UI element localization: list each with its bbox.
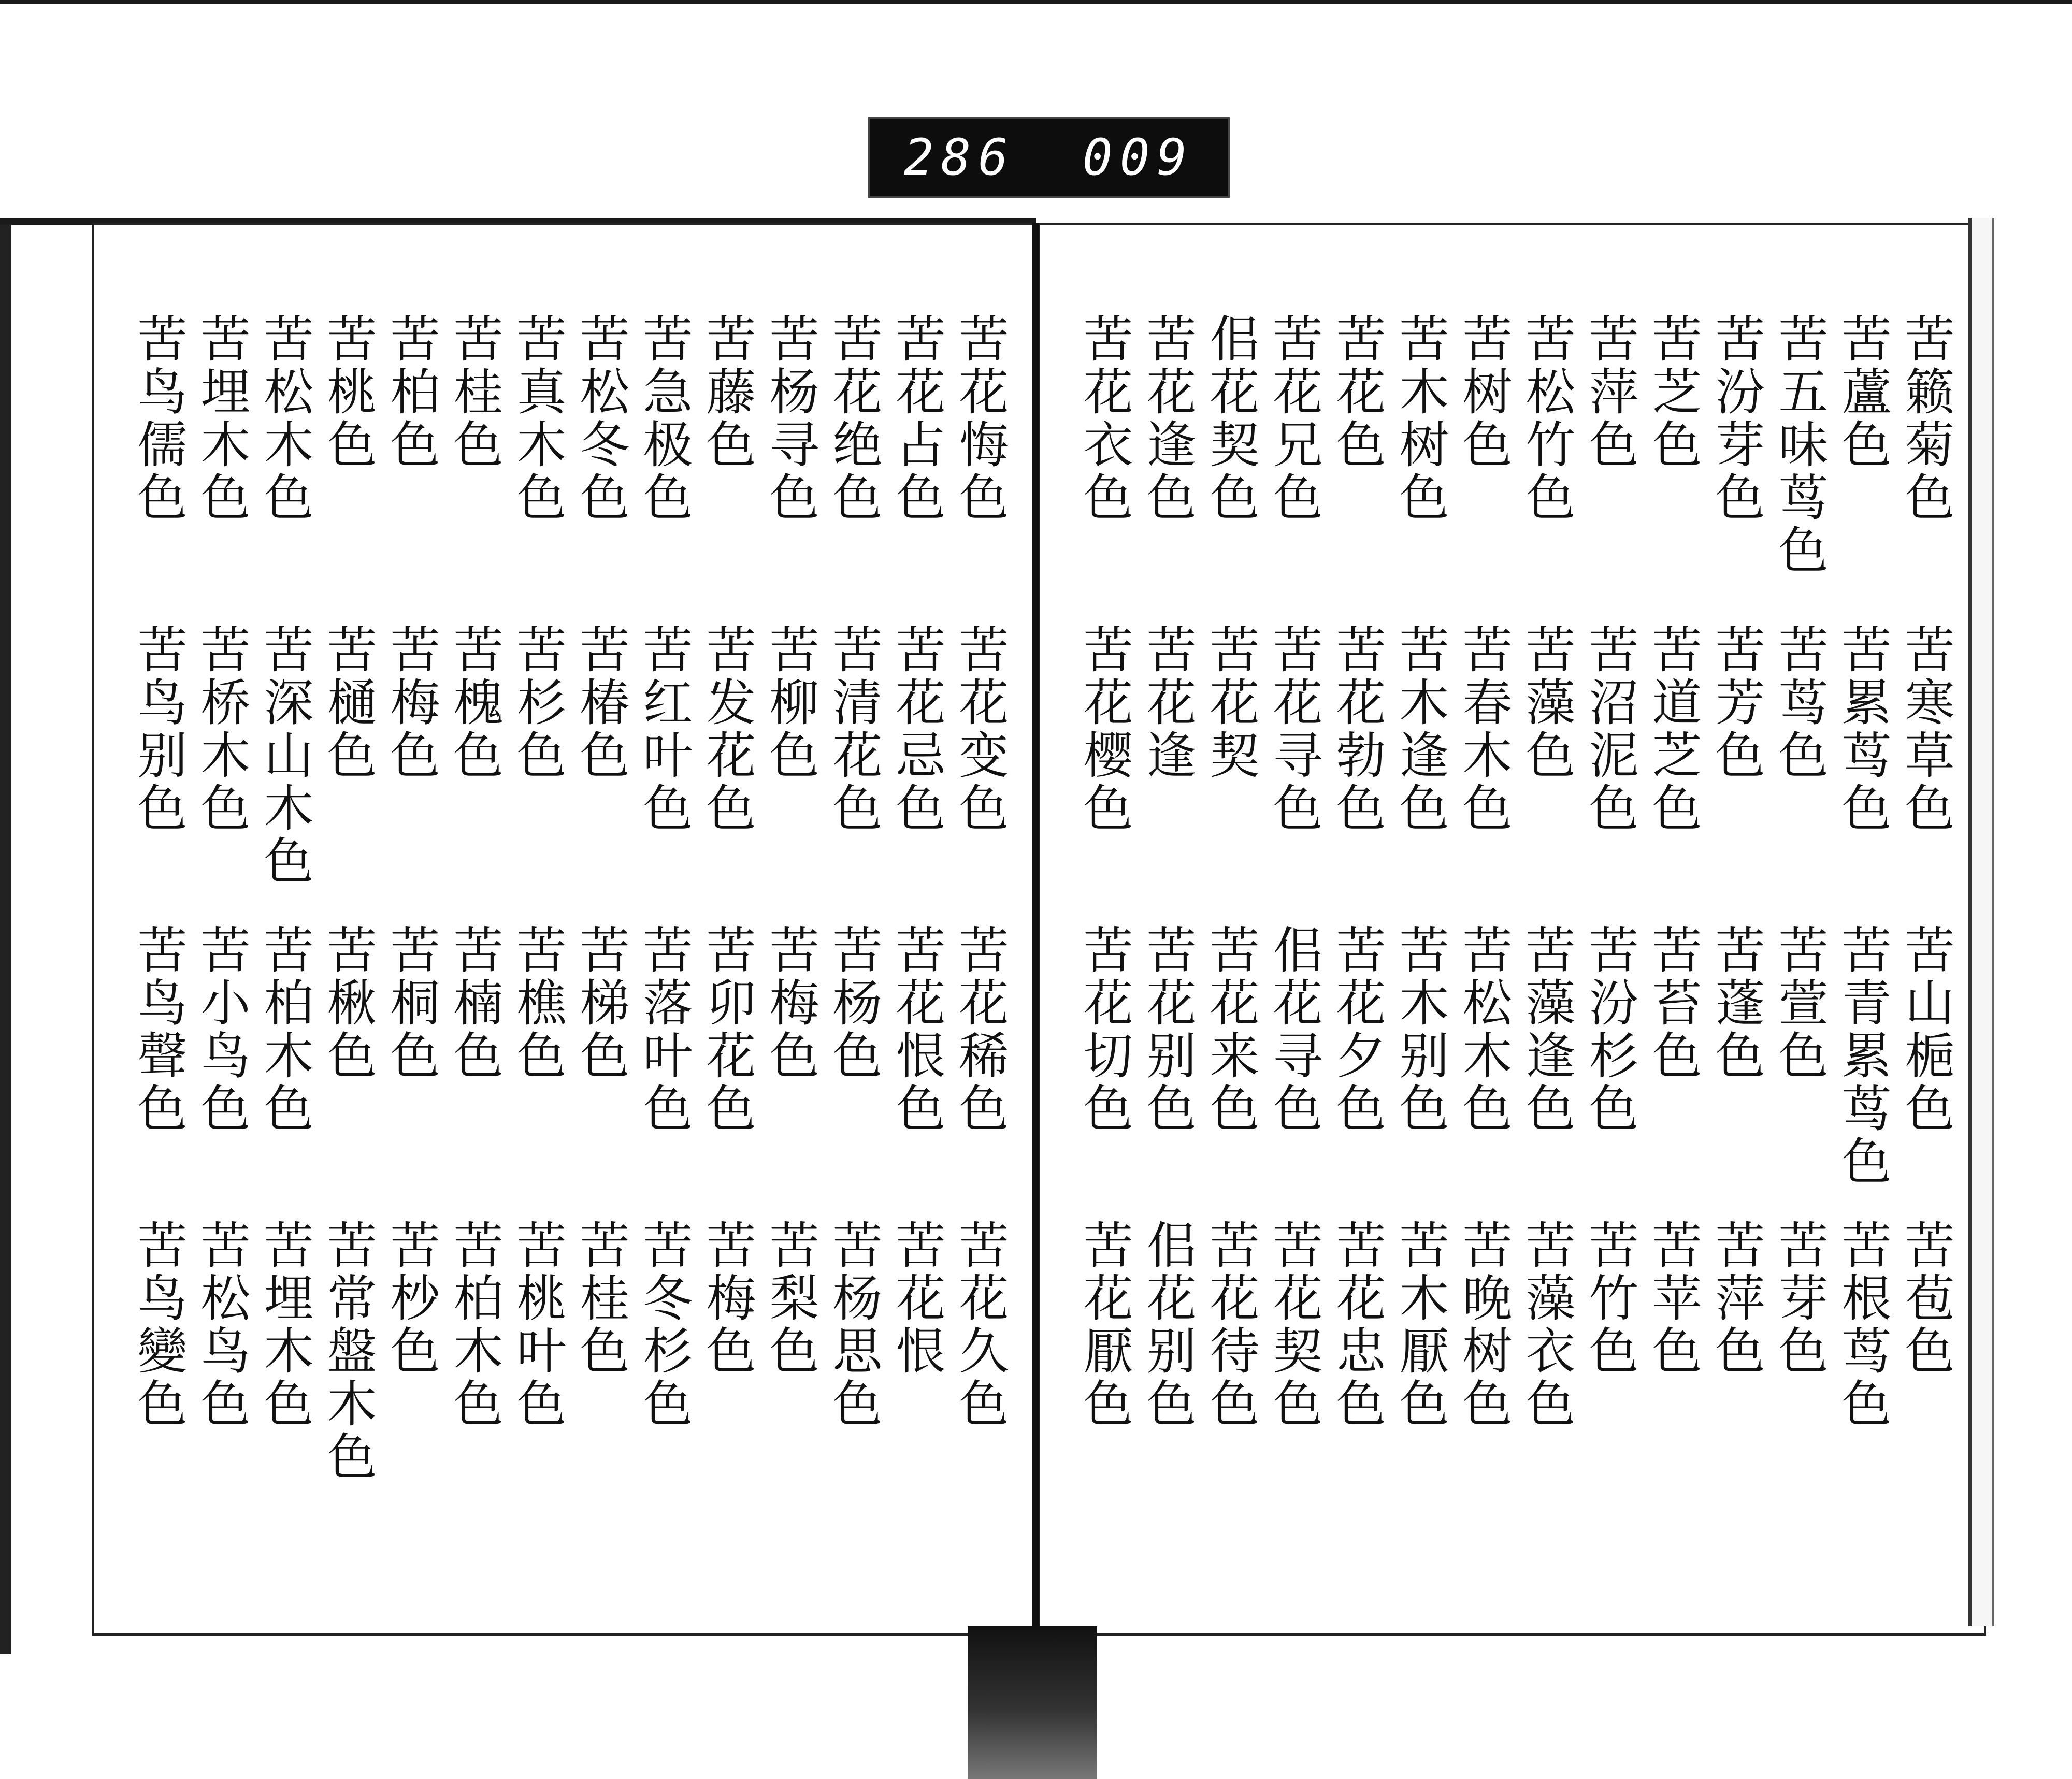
entry-column: 苦梨色 [761,1219,819,1378]
entry-column: 苦鸟儒色 [130,313,188,524]
left-page [92,223,1040,1636]
entry-column: 苦樵色 [509,924,567,1082]
entry-column: 苦萍色 [1581,313,1639,471]
entry-column: 苦鸟變色 [130,1219,188,1430]
entry-column: 苦清花色 [825,624,883,835]
entry-column: 苦花恨 [888,1219,946,1378]
entry-column: 苦埋木色 [256,1219,314,1430]
entry-column: 苦花衣色 [1075,313,1133,524]
entry-column: 苦杨色 [825,924,883,1082]
entry-column: 苦急极色 [635,313,693,524]
entry-column: 苦花勃色 [1328,624,1386,835]
entry-column: 苦鸟聲色 [130,924,188,1135]
entry-column: 苦杉色 [509,624,567,782]
entry-column: 苦柏木色 [445,1219,503,1430]
entry-column: 苦埋木色 [193,313,251,524]
entry-column: 苦鸟别色 [130,624,188,835]
entry-column: 苦花忌色 [888,624,946,835]
entry-column: 苦花寻色 [1265,624,1323,835]
entry-column: 佀花别色 [1139,1219,1197,1430]
entry-column: 苦花厭色 [1075,1219,1133,1430]
left-edge [0,225,11,1654]
entry-column: 苦花契 [1202,624,1260,782]
entry-column: 苦花绝色 [825,313,883,524]
entry-column: 苦根茑色 [1834,1219,1892,1430]
entry-column: 苦花色 [1328,313,1386,471]
entry-column: 苦小鸟色 [193,924,251,1135]
entry-column: 苦藻衣色 [1518,1219,1576,1430]
entry-column: 苦芳色 [1707,624,1765,782]
right-page [1039,223,1986,1636]
entry-column: 苦青累茑色 [1834,924,1892,1188]
film-label [868,117,1230,198]
entry-column: 苦花樱色 [1075,624,1133,835]
entry-column: 佀花寻色 [1265,924,1323,1135]
entry-column: 苦真木色 [509,313,567,524]
entry-column: 苦累茑色 [1834,624,1892,835]
entry-column: 苦槐色 [445,624,503,782]
entry-column: 苦茑色 [1771,624,1829,782]
top-rule [0,0,2072,4]
entry-column: 苦藤色 [698,313,756,471]
entry-column: 苦木厭色 [1391,1219,1449,1430]
entry-column: 苦汾杉色 [1581,924,1639,1135]
entry-column: 苦深山木色 [256,624,314,888]
entry-column: 苦花恨色 [888,924,946,1135]
entry-column: 苦红叶色 [635,624,693,835]
entry-column: 苦松鸟色 [193,1219,251,1430]
entry-column: 苦木树色 [1391,313,1449,524]
entry-column: 苦沼泥色 [1581,624,1639,835]
entry-column: 苦籁菊色 [1897,313,1955,524]
entry-column: 苦楠色 [445,924,503,1082]
entry-column: 苦冬杉色 [635,1219,693,1430]
entry-column: 苦花悔色 [951,313,1009,524]
entry-column: 苦花逢 [1139,624,1197,782]
entry-column: 苦花占色 [888,313,946,524]
entry-column: 苦常盤木色 [319,1219,377,1483]
entry-column: 苦楸色 [319,924,377,1082]
entry-column: 苦花久色 [951,1219,1009,1430]
entry-column: 苦木别色 [1391,924,1449,1135]
entry-column: 佀花契色 [1202,313,1260,524]
entry-column: 苦道芝色 [1644,624,1702,835]
entry-column: 苦发花色 [698,624,756,835]
entry-column: 苦五味茑色 [1771,313,1829,577]
entry-column: 苦桐色 [382,924,440,1082]
entry-column: 苦花忠色 [1328,1219,1386,1430]
entry-column: 苦春木色 [1455,624,1513,835]
entry-column: 苦花稀色 [951,924,1009,1135]
entry-column: 苦木逢色 [1391,624,1449,835]
entry-column: 苦杪色 [382,1219,440,1378]
entry-column: 苦柏木色 [256,924,314,1135]
entry-column: 苦落叶色 [635,924,693,1135]
entry-column: 苦芝色 [1644,313,1702,471]
entry-column: 苦花夕色 [1328,924,1386,1135]
entry-column: 苦桂色 [572,1219,630,1378]
entry-column: 苦蓬色 [1707,924,1765,1082]
entry-column: 苦蘆色 [1834,313,1892,471]
entry-column: 苦桂色 [445,313,503,471]
entry-column: 苦寒草色 [1897,624,1955,835]
entry-column: 苦晚树色 [1455,1219,1513,1430]
entry-column: 苦柳色 [761,624,819,782]
entry-column: 苦樋色 [319,624,377,782]
entry-column: 苦花来色 [1202,924,1260,1135]
entry-column: 苦竹色 [1581,1219,1639,1378]
entry-column: 苦杨寻色 [761,313,819,524]
entry-column: 苦汾芽色 [1707,313,1765,524]
entry-column: 苦芽色 [1771,1219,1829,1378]
entry-column: 苦苞色 [1897,1219,1955,1378]
entry-column: 苦花逢色 [1139,313,1197,524]
entry-column: 苦花待色 [1202,1219,1260,1430]
entry-column: 苦花切色 [1075,924,1133,1135]
entry-column: 苦山梔色 [1897,924,1955,1135]
entry-column: 苦苔色 [1644,924,1702,1082]
entry-column: 苦梅色 [698,1219,756,1378]
entry-column: 苦花变色 [951,624,1009,835]
film-reel-number: 286 [903,128,1016,186]
entry-column: 苦藻色 [1518,624,1576,782]
entry-column: 苦松冬色 [572,313,630,524]
entry-column: 苦桃色 [319,313,377,471]
entry-column: 苦花契色 [1265,1219,1323,1430]
entry-column: 苦柏色 [382,313,440,471]
entry-column: 苦花别色 [1139,924,1197,1135]
entry-column: 苦梅色 [761,924,819,1082]
entry-column: 苦松竹色 [1518,313,1576,524]
entry-column: 苦松木色 [256,313,314,524]
entry-column: 苦苹色 [1644,1219,1702,1378]
entry-column: 苦杨思色 [825,1219,883,1430]
entry-column: 苦萍色 [1707,1219,1765,1378]
entry-column: 苦藻逢色 [1518,924,1576,1135]
entry-column: 苦卯花色 [698,924,756,1135]
entry-column: 苦梯色 [572,924,630,1082]
spine-shadow [968,1626,1097,1779]
entry-column: 苦椿色 [572,624,630,782]
right-page-edge [1968,218,1994,1626]
entry-column: 苦树色 [1455,313,1513,471]
entry-column: 苦松木色 [1455,924,1513,1135]
entry-column: 苦桃叶色 [509,1219,567,1430]
entry-column: 苦花兄色 [1265,313,1323,524]
entry-column: 苦梅色 [382,624,440,782]
entry-column: 苦萱色 [1771,924,1829,1082]
film-frame-number: 009 [1082,128,1195,186]
entry-column: 苦桥木色 [193,624,251,835]
